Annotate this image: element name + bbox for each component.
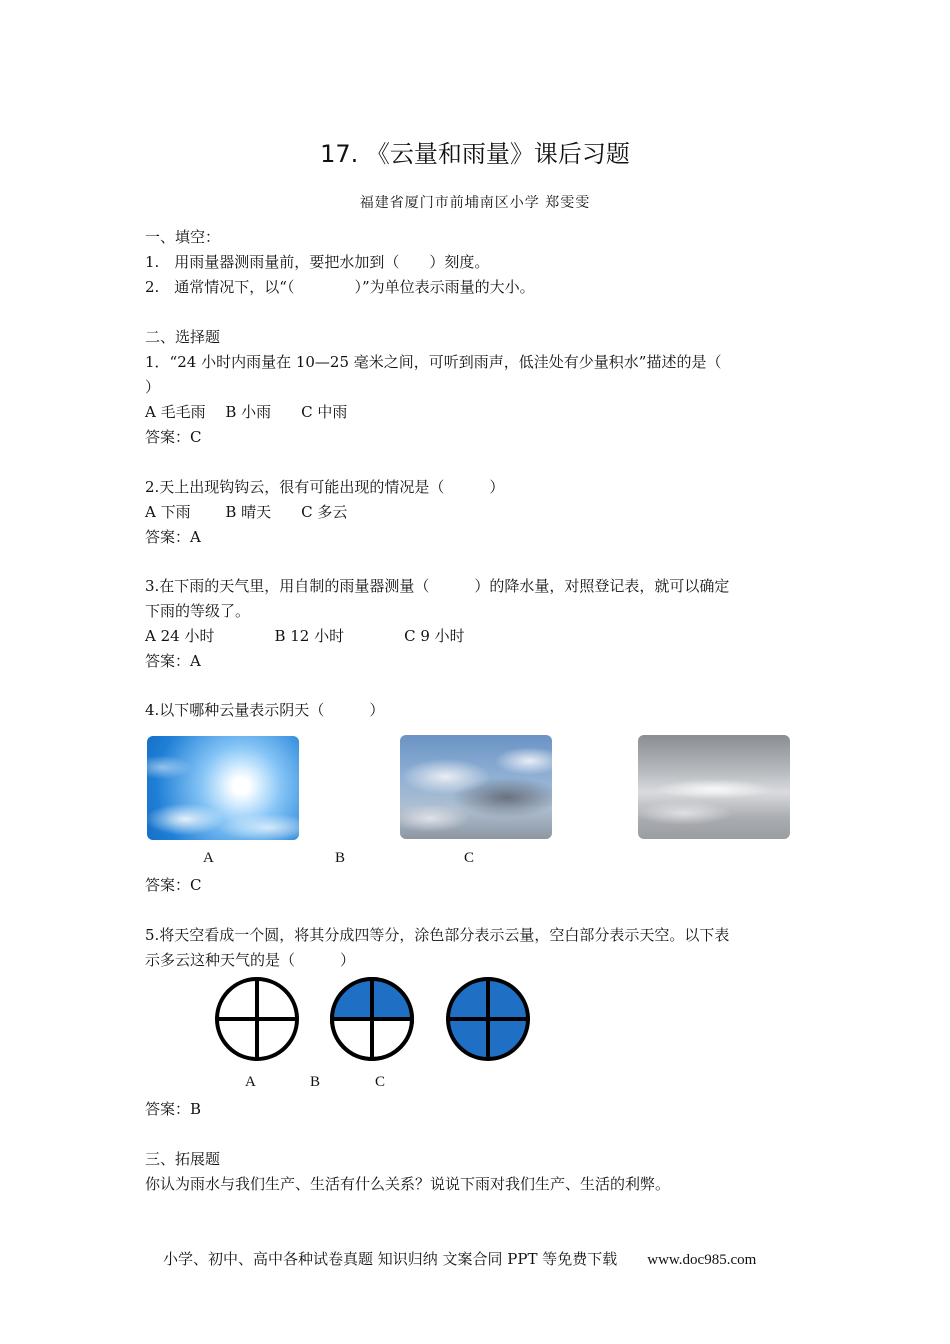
choice-q2-options: A 下雨 B 晴天 C 多云	[145, 503, 348, 521]
choice-q4-line1: 4.以下哪种云量表示阴天（ ）	[145, 701, 385, 719]
cloudy-sky-image	[400, 735, 552, 839]
choice-q1-options: A 毛毛雨 B 小雨 C 中雨	[145, 403, 348, 421]
choice-q1-line1: 1．“24 小时内雨量在 10—25 毫米之间，可听到雨声，低洼处有少量积水”描述的是（	[145, 353, 722, 371]
circle-c	[448, 979, 528, 1059]
footer-url[interactable]: www.doc985.com	[647, 1252, 757, 1268]
choice-q4-answer: 答案：C	[145, 876, 202, 894]
author-line: 福建省厦门市前埔南区小学 郑雯雯	[359, 195, 591, 211]
choice-q3-options: A 24 小时 B 12 小时 C 9 小时	[145, 627, 465, 645]
fill-question-1: 1. 用雨量器测雨量前，要把水加到（ ）刻度。	[145, 253, 490, 271]
q5-label-c: C	[375, 1074, 386, 1090]
circle-b	[332, 979, 412, 1059]
cloud-cover-circles	[210, 972, 540, 1062]
choice-q3-line1: 3.在下雨的天气里，用自制的雨量器测量（ ）的降水量，对照登记表，就可以确定	[145, 577, 730, 595]
footer	[163, 1248, 756, 1269]
choice-q2-line1: 2.天上出现钩钩云，很有可能出现的情况是（ ）	[145, 478, 505, 496]
footer-text: 小学、初中、高中各种试卷真题 知识归纳 文案合同 PPT 等免费下载	[163, 1250, 618, 1268]
choice-q3-line2: 下雨的等级了。	[145, 602, 251, 620]
q5-label-b: B	[310, 1074, 321, 1090]
choice-q5-line1: 5.将天空看成一个圆，将其分成四等分，涂色部分表示云量，空白部分表示天空。以下表	[145, 926, 730, 944]
section-1-heading: 一、填空：	[145, 228, 221, 246]
choice-q5-line2: 示多云这种天气的是（ ）	[145, 951, 356, 969]
choice-q1-answer: 答案：C	[145, 428, 202, 446]
section-2-heading: 二、选择题	[145, 328, 221, 346]
extension-question: 你认为雨水与我们生产、生活有什么关系？说说下雨对我们生产、生活的利弊。	[145, 1175, 671, 1193]
page-title: 17. 《云量和雨量》课后习题	[320, 140, 630, 168]
sunny-sky-image	[147, 736, 299, 840]
q4-label-c: C	[464, 850, 475, 866]
section-3-heading: 三、拓展题	[145, 1150, 221, 1168]
overcast-sky-image	[638, 735, 790, 839]
q4-label-b: B	[335, 850, 346, 866]
choice-q2-answer: 答案：A	[145, 528, 201, 546]
choice-q1-line2: ）	[145, 378, 161, 396]
fill-question-2: 2. 通常情况下，以“（ ）”为单位表示雨量的大小。	[145, 278, 535, 296]
circle-a	[217, 979, 297, 1059]
choice-q5-answer: 答案：B	[145, 1100, 202, 1118]
q5-label-a: A	[245, 1074, 256, 1090]
choice-q3-answer: 答案：A	[145, 652, 201, 670]
q4-label-a: A	[203, 850, 214, 866]
